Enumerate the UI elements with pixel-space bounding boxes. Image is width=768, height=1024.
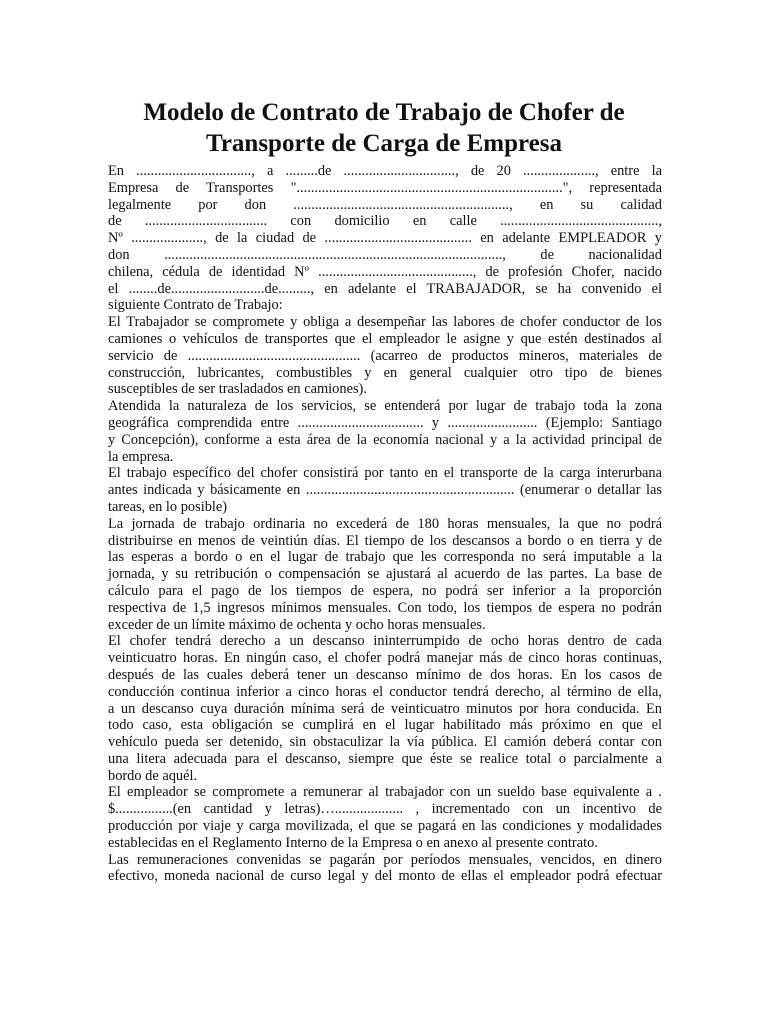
text-line: El trabajo específico del chofer consistirá por tanto en el transporte de la carga interurbana [108, 465, 662, 482]
text-line: Atendida la naturaleza de los servicios, se entenderá por lugar de trabajo toda la zona [108, 398, 662, 415]
text-line: Las remuneraciones convenidas se pagarán por períodos mensuales, vencidos, en dinero [108, 851, 662, 868]
text-line: legalmente por don ............................................................, en su calidad [108, 196, 662, 213]
text-line: una litera adecuada para el descanso, siempre que éste se realice total o parcialmente a [108, 750, 662, 767]
text-line: producción por viaje y carga movilizada, el que se pagará en las condiciones y modalidades [108, 818, 662, 835]
text-line: veinticuatro horas. En ningún caso, el chofer podrá manejar más de cinco horas continuas, [108, 650, 662, 667]
paragraph [108, 852, 662, 886]
text-line: bordo de aquél. [108, 767, 198, 784]
text-line: vehículo pueda ser detenido, sin obstaculizar la vía pública. El camión deberá contar con [108, 734, 662, 751]
text-line: En ................................, a .........de ..............................., de 20 ...................., entre la [108, 163, 662, 179]
text-line: jornada, y su retribución o compensación se ajustará al acuerdo de las partes. La base de [108, 566, 662, 583]
paragraph [108, 398, 662, 465]
text-line: camiones o vehículos de transportes que el empleador le asigne y que estén destinados al [108, 330, 662, 347]
text-line: tareas, en lo posible) [108, 498, 228, 515]
text-line: conducción continua inferior a cinco horas el conductor tendrá derecho, al término de ella, [108, 683, 662, 700]
text-line: el ........de..........................de........., en adelante el TRABAJADOR, se ha convenido el [108, 280, 662, 297]
text-line: Empresa de Transportes "..........................................................................", representada [108, 179, 662, 196]
paragraph [108, 314, 662, 398]
paragraph [108, 465, 662, 515]
paragraph [108, 633, 662, 784]
text-line: construcción, lubricantes, combustibles y en general cualquier otro tipo de bienes [108, 364, 662, 381]
text-line: y Concepción), conforme a esta área de la economía nacional y a la actividad principal de [108, 431, 662, 448]
text-line: establecidas en el Reglamento Interno de la Empresa o en anexo al presente contrato. [108, 834, 598, 851]
title-line: Transporte de Carga de Empresa [206, 130, 562, 157]
text-line: El chofer tendrá derecho a un descanso ininterrumpido de ocho horas dentro de cada [108, 633, 662, 650]
text-line: las esperas a bordo o en el lugar de trabajo que les corresponda no será imputable a la [108, 549, 662, 566]
text-line: la empresa. [108, 448, 174, 465]
text-line: don .............................................................................................., de nacionalidad [108, 246, 662, 263]
paragraph [108, 163, 662, 314]
text-line: El empleador se compromete a remunerar al trabajador con un sueldo base equivalente a . [108, 784, 662, 801]
text-line: distribuirse en menos de veintiún días. El tiempo de los descansos a bordo o en tierra y de [108, 532, 662, 549]
text-line: después de las cuales deberá tener un descanso mínimo de dos horas. En los casos de [108, 666, 662, 683]
text-line: geográfica comprendida entre ................................... y ......................... (Ejemplo: Santiago [108, 414, 662, 431]
text-line: $................(en cantidad y letras)…................... , incrementado con un incentivo de [108, 801, 662, 818]
paragraph [108, 516, 662, 634]
text-line: El Trabajador se compromete y obliga a desempeñar las labores de chofer conductor de los [108, 314, 662, 331]
text-line: susceptibles de ser trasladados en camiones). [108, 381, 367, 398]
text-line: siguiente Contrato de Trabajo: [108, 297, 283, 314]
document-body [108, 163, 662, 885]
paragraph [108, 784, 662, 851]
text-line: chilena, cédula de identidad Nº ..........................................., de profesión Chofer, nacido [108, 263, 662, 280]
text-line: efectivo, moneda nacional de curso legal y del monto de ellas el empleador podrá efectuar [108, 868, 662, 885]
text-line: de .................................. con domicilio en calle ............................................, [108, 213, 662, 230]
text-line: cálculo para el pago de los tiempos de espera, no podrá ser inferior a la proporción [108, 582, 662, 599]
text-line: antes indicada y básicamente en .......................................................... (enumerar o detallar las [108, 482, 662, 499]
document-title [100, 97, 668, 159]
text-line: exceder de un límite máximo de ochenta y ocho horas mensuales. [108, 616, 486, 633]
text-line: a un descanso cuya duración mínima será de veinticuatro minutos por hora conducida. En [108, 700, 662, 717]
text-line: todo caso, esta obligación se cumplirá en el lugar habilitado más próximo en que el [108, 717, 662, 734]
text-line: respectiva de 1,5 ingresos mínimos mensuales. Con todo, los tiempos de espera no podrán [108, 599, 662, 616]
text-line: Nº ...................., de la ciudad de ......................................... en adelante EMPLEADOR y [108, 230, 662, 247]
title-line: Modelo de Contrato de Trabajo de Chofer de [143, 99, 625, 126]
text-line: La jornada de trabajo ordinaria no excederá de 180 horas mensuales, la que no podrá [108, 515, 662, 532]
text-line: servicio de ................................................ (acarreo de productos mineros, materiales de [108, 347, 662, 364]
